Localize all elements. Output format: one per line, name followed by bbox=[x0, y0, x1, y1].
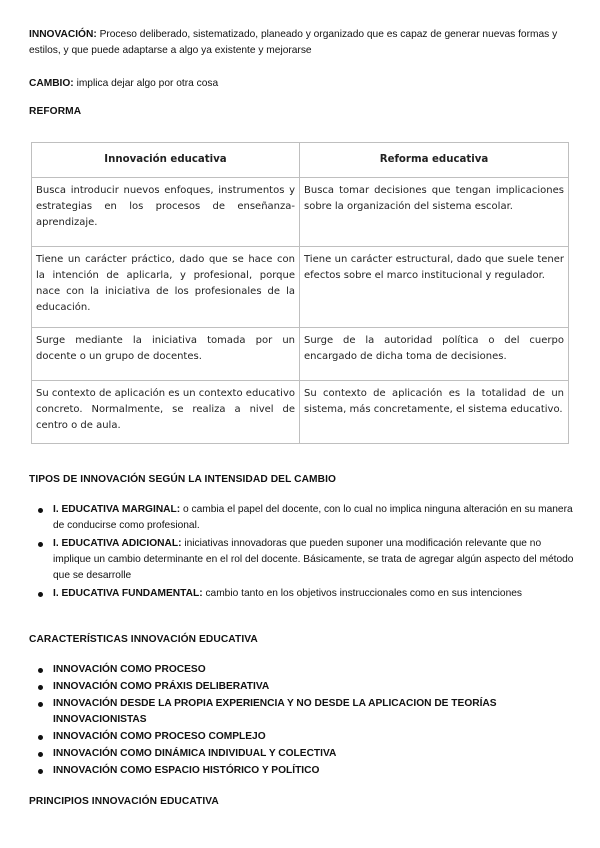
table-row bbox=[32, 247, 569, 328]
principios-heading: PRINCIPIOS INNOVACIÓN EDUCATIVA bbox=[29, 796, 219, 807]
reforma-heading: REFORMA bbox=[29, 106, 82, 117]
list-item: INNOVACIÓN DESDE LA PROPIA EXPERIENCIA Y NO DESDE LA APLICACION DE TEORÍAS INNOVACIONISTAS bbox=[29, 696, 574, 728]
cambio-term: CAMBIO: bbox=[29, 78, 74, 89]
bullet-icon bbox=[38, 508, 43, 513]
list-item: I. EDUCATIVA FUNDAMENTAL: cambio tanto en los objetivos instruccionales como en sus intenciones bbox=[29, 586, 574, 602]
table-cell: Su contexto de aplicación es la totalidad de un sistema, más concretamente, el sistema educativo. bbox=[300, 381, 569, 444]
innovacion-definition bbox=[29, 27, 579, 59]
list-item: I. EDUCATIVA ADICIONAL: iniciativas innovadoras que pueden suponer una modificación relevante que no implique un cambio determinante en el rol del docente. Básicamente, se trata de agregar algún aspecto del método que se desarrolle bbox=[29, 536, 574, 584]
bullet-icon bbox=[38, 702, 43, 707]
bullet-icon bbox=[38, 668, 43, 673]
table-row bbox=[32, 328, 569, 381]
bullet-icon bbox=[38, 769, 43, 774]
table-cell: Tiene un carácter práctico, dado que se hace con la intención de aplicarla, y profesional, porque nace con la iniciativa de los profesionales de la educación. bbox=[32, 247, 300, 328]
caracteristicas-heading: CARACTERÍSTICAS INNOVACIÓN EDUCATIVA bbox=[29, 634, 258, 645]
comparison-table bbox=[31, 142, 569, 444]
table-cell: Busca introducir nuevos enfoques, instrumentos y estrategias en los procesos de enseñanza-aprendizaje. bbox=[32, 178, 300, 247]
table-row bbox=[32, 178, 569, 247]
innovacion-term: INNOVACIÓN: bbox=[29, 29, 97, 40]
table-cell: Surge mediante la iniciativa tomada por un docente o un grupo de docentes. bbox=[32, 328, 300, 381]
header-reforma-educativa: Reforma educativa bbox=[300, 143, 569, 178]
table-cell: Busca tomar decisiones que tengan implicaciones sobre la organización del sistema escolar. bbox=[300, 178, 569, 247]
bullet-icon bbox=[38, 735, 43, 740]
cambio-definition bbox=[29, 76, 579, 92]
tipos-list bbox=[29, 502, 574, 604]
bullet-icon bbox=[38, 685, 43, 690]
table-cell: Surge de la autoridad política o del cuerpo encargado de dicha toma de decisiones. bbox=[300, 328, 569, 381]
header-innovacion-educativa: Innovación educativa bbox=[32, 143, 300, 178]
bullet-icon bbox=[38, 592, 43, 597]
table-cell: Tiene un carácter estructural, dado que suele tener efectos sobre el marco institucional y regulador. bbox=[300, 247, 569, 328]
list-item: INNOVACIÓN COMO PRÁXIS DELIBERATIVA bbox=[29, 679, 574, 695]
tipos-heading: TIPOS DE INNOVACIÓN SEGÚN LA INTENSIDAD DEL CAMBIO bbox=[29, 474, 337, 485]
list-item: INNOVACIÓN COMO PROCESO COMPLEJO bbox=[29, 729, 574, 745]
table-row bbox=[32, 381, 569, 444]
bullet-icon bbox=[38, 542, 43, 547]
caracteristicas-list bbox=[29, 662, 574, 780]
list-item: INNOVACIÓN COMO ESPACIO HISTÓRICO Y POLÍTICO bbox=[29, 763, 574, 779]
table-cell: Su contexto de aplicación es un contexto educativo concreto. Normalmente, se realiza a nivel de centro o de aula. bbox=[32, 381, 300, 444]
innovacion-text: Proceso deliberado, sistematizado, planeado y organizado que es capaz de generar nuevas formas y estilos, y que puede adaptarse a algo ya existente y mejorarse bbox=[29, 29, 558, 56]
cambio-text: implica dejar algo por otra cosa bbox=[76, 78, 219, 89]
list-item: INNOVACIÓN COMO DINÁMICA INDIVIDUAL Y COLECTIVA bbox=[29, 746, 574, 762]
list-item: INNOVACIÓN COMO PROCESO bbox=[29, 662, 574, 678]
list-item: I. EDUCATIVA MARGINAL: o cambia el papel del docente, con lo cual no implica ninguna alteración en su manera de conducirse como profesional. bbox=[29, 502, 574, 534]
table-header-row bbox=[32, 143, 569, 178]
bullet-icon bbox=[38, 752, 43, 757]
